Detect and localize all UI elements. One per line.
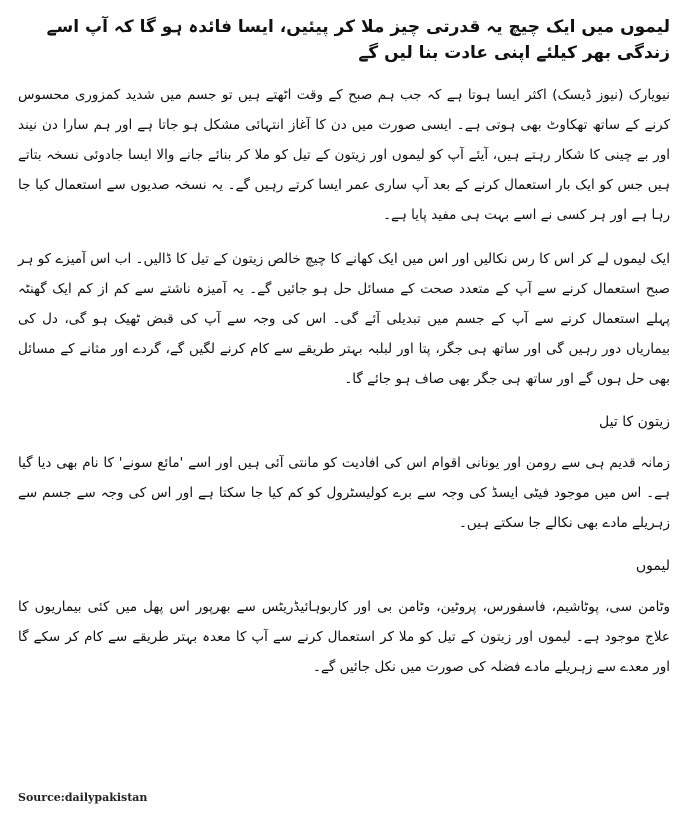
olive-oil-paragraph: زمانہ قدیم ہی سے رومن اور یونانی اقوام اس کی افادیت کو مانتی آئی ہیں اور اسے 'مائع سونے' کا نام بھی دیا گیا ہے۔ اس میں موجود فیٹی ایسڈ کی وجہ سے برے کولیسٹرول کو کم کیا جا سکتا ہے اور اس کی وجہ سے جسم سے زہریلے مادے بھی نکالے جا سکتے ہیں۔ (18, 455, 670, 531)
lemon-paragraph: وٹامن سی، پوٹاشیم، فاسفورس، پروٹین، وٹامن بی اور کاربوہائیڈریٹس سے بھرپور اس پھل میں کئی بیماریوں کا علاج موجود ہے۔ لیموں اور زیتون کے تیل کو ملا کر استعمال کرنے سے آپ کا معدہ بہتر طریقے سے کام کر سکے گا اور معدے سے زہریلے مادے فضلہ کی صورت میں نکل جائیں گے۔ (18, 599, 670, 675)
olive-oil-heading: زیتون کا تیل (599, 414, 670, 430)
intro-paragraph: نیویارک (نیوز ڈیسک) اکثر ایسا ہوتا ہے کہ جب ہم صبح کے وقت اٹھتے ہیں تو جسم میں شدید کمزوری محسوس کرنے کے ساتھ تھکاوٹ بھی ہوتی ہے۔ ایسی صورت میں دن کا آغاز انتہائی مشکل ہو جاتا ہے اور ہم سارا دن نیند اور بے چینی کا شکار رہتے ہیں، آیئے آپ کو لیموں اور زیتون کے تیل کو ملا کر بنائے جانے والا ایسا جادوئی نسخہ بتاتے ہیں جس کو ایک بار استعمال کرنے کے بعد آپ ساری عمر ایسا کرتے رہیں گے۔ یہ نسخہ صدیوں سے استعمال کیا جا رہا ہے اور ہر کسی نے اسے بہت ہی مفید پایا ہے۔ (18, 87, 670, 223)
lemon-heading: لیموں (635, 558, 670, 574)
source-credit: Source:dailypakistan (18, 791, 148, 804)
article-title: لیموں میں ایک چیچ یہ قدرتی چیز ملا کر پیئیں، ایسا فائدہ ہو گا کہ آپ اسے زندگی بھر کیلئے اپنی عادت بنا لیں گے (46, 17, 670, 63)
recipe-paragraph: ایک لیموں لے کر اس کا رس نکالیں اور اس میں ایک کھانے کا چیچ خالص زیتون کے تیل کا ڈالیں۔ اب اس آمیزے کو ہر صبح استعمال کرنے سے آپ کے متعدد صحت کے مسائل حل ہو جائیں گے۔ یہ آمیزہ ناشتے سے کم از کم ایک گھنٹہ پہلے استعمال کرنے سے آپ کے جسم میں تبدیلی آئے گی۔ اس کی وجہ سے آپ کی قبض ٹھیک ہو گی، دل کی بیماریاں دور رہیں گی اور ساتھ ہی جگر، پتا اور لبلبہ بہتر طریقے سے کام کرنے لگیں گے، گردے اور مثانے کے مسائل بھی حل ہوں گے اور ساتھ ہی جگر بھی صاف ہو جائے گا۔ (18, 251, 670, 387)
